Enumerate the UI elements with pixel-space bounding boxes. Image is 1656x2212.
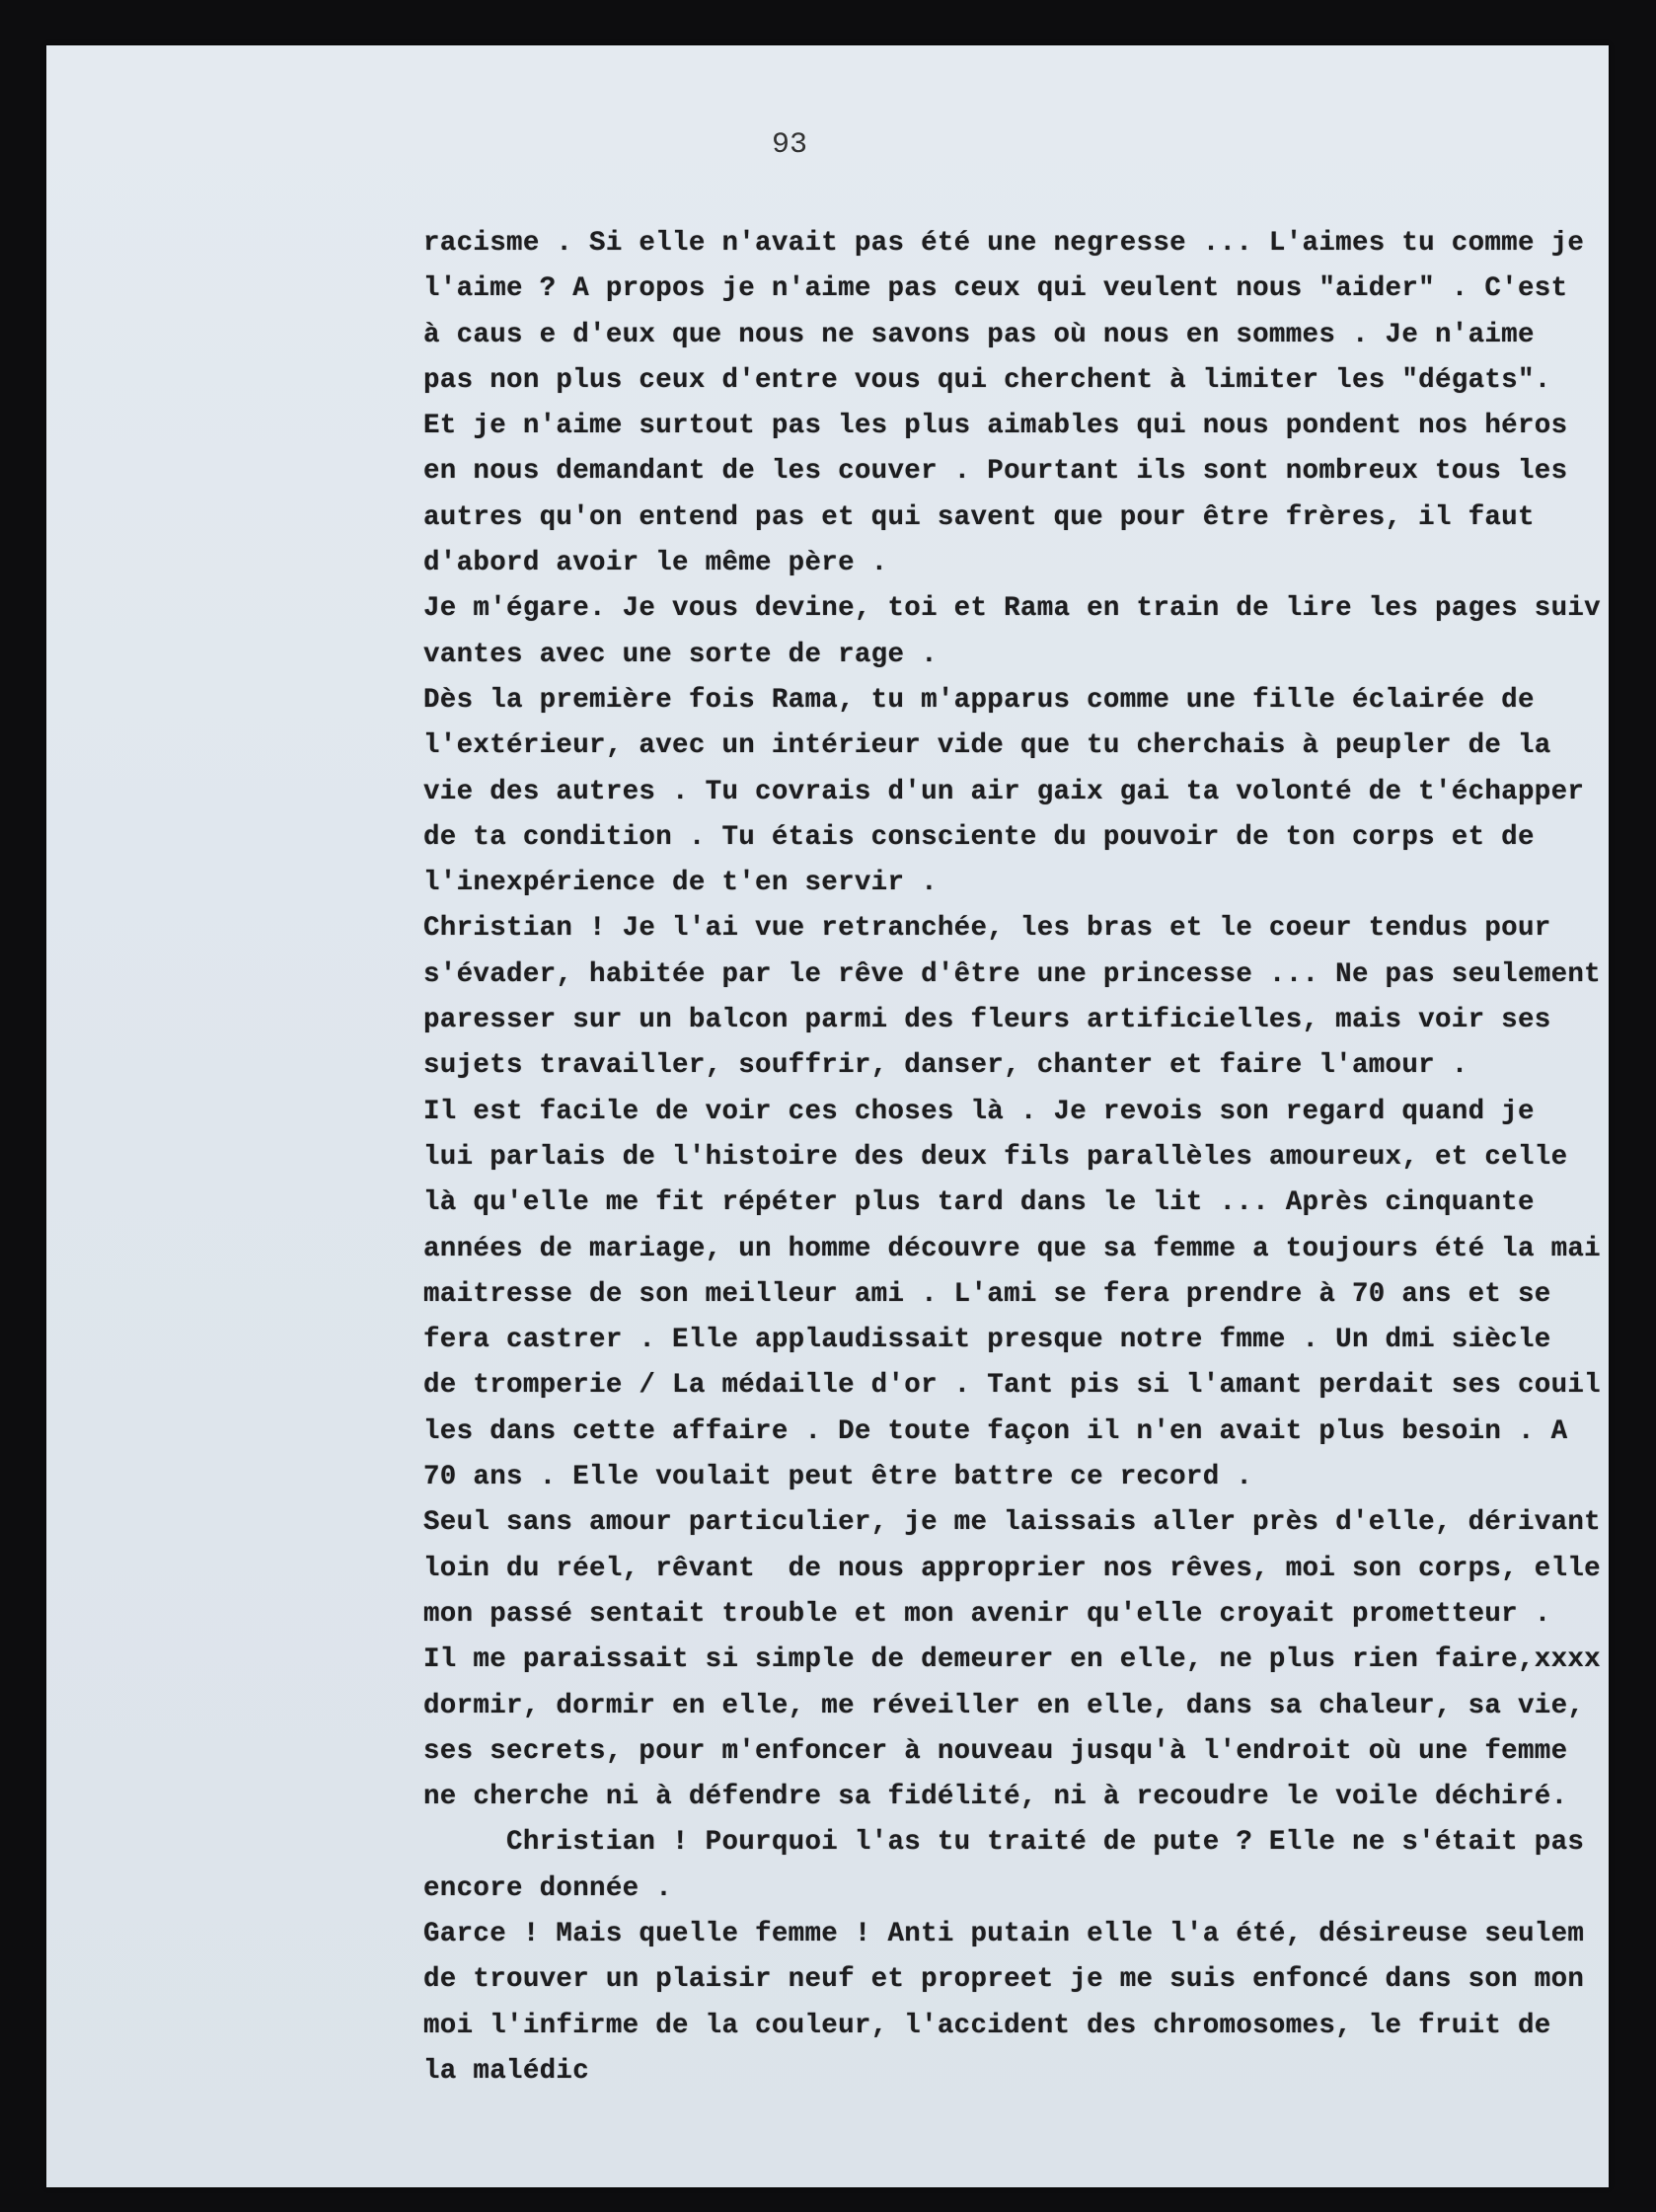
- text-line: Garce ! Mais quelle femme ! Anti putain elle l'a été, désireuse seulem: [423, 1918, 1585, 1949]
- page-text: [423, 221, 1609, 2095]
- text-line: de ta condition . Tu étais consciente du pouvoir de ton corps et de: [423, 821, 1535, 853]
- text-line: dormir, dormir en elle, me réveiller en elle, dans sa chaleur, sa vie,: [423, 1690, 1585, 1721]
- text-line: la malédic: [423, 2055, 590, 2087]
- text-line: ne cherche ni à défendre sa fidélité, ni à recoudre le voile déchiré.: [423, 1782, 1568, 1813]
- text-line: Christian ! Pourquoi l'as tu traité de pute ? Elle ne s'était pas: [423, 1827, 1585, 1859]
- text-line: moi l'infirme de la couleur, l'accident des chromosomes, le fruit de: [423, 2010, 1551, 2041]
- text-line: l'extérieur, avec un intérieur vide que tu cherchais à peupler de la: [423, 730, 1551, 762]
- page-number: 93: [772, 128, 808, 162]
- text-line: sujets travailler, souffrir, danser, chanter et faire l'amour .: [423, 1050, 1468, 1082]
- text-line: vie des autres . Tu covrais d'un air gaix gai ta volonté de t'échapper: [423, 776, 1585, 807]
- text-line: ses secrets, pour m'enfoncer à nouveau jusqu'à l'endroit où une femme: [423, 1735, 1568, 1767]
- text-line: paresser sur un balcon parmi des fleurs artificielles, mais voir ses: [423, 1005, 1551, 1036]
- text-line: Il me paraissait si simple de demeurer en elle, ne plus rien faire,xxxx: [423, 1644, 1601, 1676]
- text-line: de tromperie / La médaille d'or . Tant pis si l'amant perdait ses couil: [423, 1370, 1601, 1402]
- text-line: Il est facile de voir ces choses là . Je revois son regard quand je: [423, 1096, 1535, 1127]
- text-line: encore donnée .: [423, 1872, 673, 1904]
- text-line: pas non plus ceux d'entre vous qui cherchent à limiter les "dégats".: [423, 364, 1551, 396]
- text-line: s'évader, habitée par le rêve d'être une princesse ... Ne pas seulement: [423, 958, 1601, 990]
- text-line: Christian ! Je l'ai vue retranchée, les bras et le coeur tendus pour: [423, 913, 1551, 945]
- typewritten-page: [46, 45, 1609, 2187]
- text-line: à caus e d'eux que nous ne savons pas où nous en sommes . Je n'aime: [423, 319, 1535, 350]
- text-line: Dès la première fois Rama, tu m'apparus comme une fille éclairée de: [423, 684, 1535, 716]
- text-line: autres qu'on entend pas et qui savent que pour être frères, il faut: [423, 501, 1535, 533]
- text-line: racisme . Si elle n'avait pas été une negresse ... L'aimes tu comme je: [423, 228, 1585, 259]
- text-line: fera castrer . Elle applaudissait presque notre fmme . Un dmi siècle: [423, 1325, 1551, 1356]
- text-line: mon passé sentait trouble et mon avenir qu'elle croyait prometteur .: [423, 1598, 1551, 1630]
- text-line: de trouver un plaisir neuf et propreet je me suis enfoncé dans son mon: [423, 1964, 1585, 1996]
- text-line: maitresse de son meilleur ami . L'ami se fera prendre à 70 ans et se: [423, 1278, 1551, 1310]
- text-line: loin du réel, rêvant de nous approprier nos rêves, moi son corps, elle: [423, 1553, 1601, 1584]
- text-line: les dans cette affaire . De toute façon il n'en avait plus besoin . A: [423, 1415, 1568, 1447]
- text-line: années de mariage, un homme découvre que sa femme a toujours été la mai: [423, 1233, 1601, 1264]
- text-line: d'abord avoir le même père .: [423, 548, 888, 579]
- text-line: là qu'elle me fit répéter plus tard dans le lit ... Après cinquante: [423, 1187, 1535, 1219]
- text-line: Je m'égare. Je vous devine, toi et Rama en train de lire les pages suiv: [423, 593, 1601, 625]
- text-line: vantes avec une sorte de rage .: [423, 639, 938, 670]
- text-line: 70 ans . Elle voulait peut être battre ce record .: [423, 1462, 1253, 1493]
- text-line: en nous demandant de les couver . Pourtant ils sont nombreux tous les: [423, 456, 1568, 488]
- text-line: l'inexpérience de t'en servir .: [423, 868, 938, 899]
- text-line: l'aime ? A propos je n'aime pas ceux qui veulent nous "aider" . C'est: [423, 273, 1568, 305]
- text-line: Seul sans amour particulier, je me laissais aller près d'elle, dérivant: [423, 1507, 1601, 1539]
- text-line: lui parlais de l'histoire des deux fils parallèles amoureux, et celle: [423, 1141, 1568, 1173]
- text-line: Et je n'aime surtout pas les plus aimables qui nous pondent nos héros: [423, 411, 1568, 442]
